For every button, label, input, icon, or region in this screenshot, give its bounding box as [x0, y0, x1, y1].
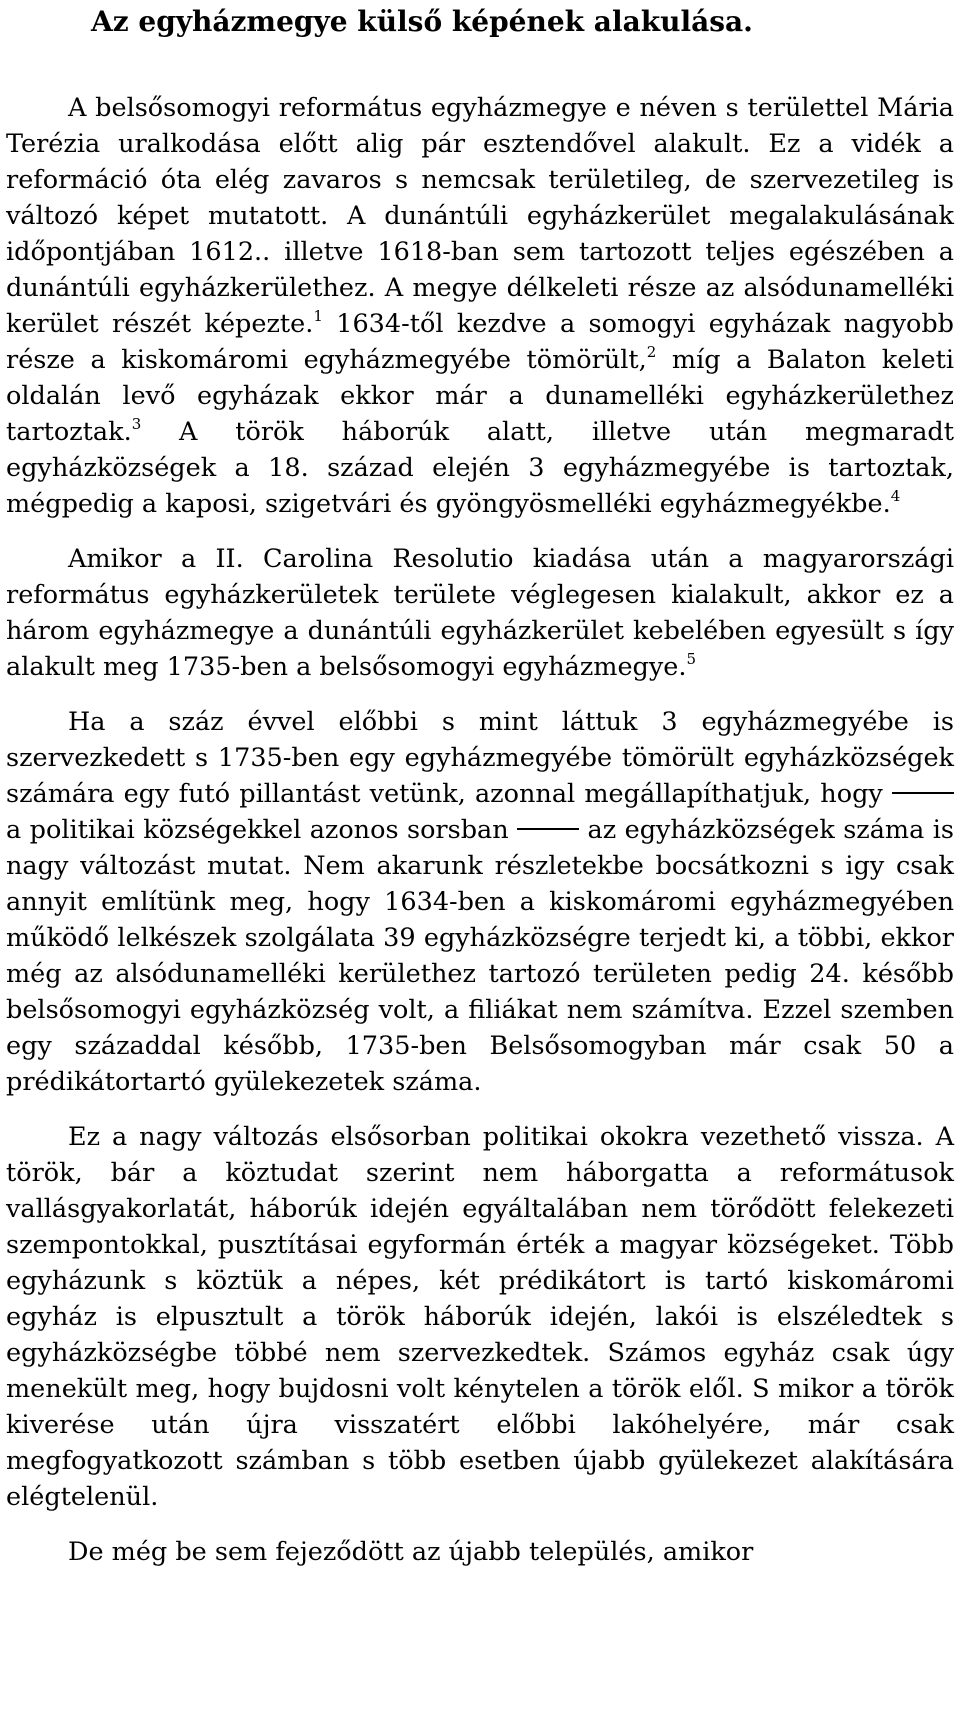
paragraph-2-text: Amikor a II. Carolina Resolutio kiadása után a magyarországi református egyházkerületek területe véglegesen kialakult, akkor ez a három egyházmegye a dunántúli egyházkerület kebelében egyesült s így alakult meg 1735-ben a belsősomogyi egyházmegye.	[6, 544, 954, 682]
em-dash	[892, 792, 954, 794]
paragraph-3-text-c: az egyházközségek száma is nagy változást mutat. Nem akarunk részletekbe bocsátkozni s igy csak annyit említünk meg, hogy 1634-ben a kiskomáromi egyházmegyében működő lelkészek szolgálata 39 egyházközségre terjedt ki, a többi, ekkor még az alsódunamelléki kerülethez tartozó területen pedig 24. később belsősomogyi egyházközség volt, a filiákat nem számítva. Ezzel szemben egy századdal később, 1735-ben Belsősomogyban már csak 50 a prédikátortartó gyülekezetek száma.	[6, 815, 954, 1097]
em-dash	[517, 828, 579, 830]
footnote-ref-5: 5	[686, 650, 697, 668]
paragraph-1-text-d: A török háborúk alatt, illetve után megmaradt egyházközségek a 18. század elején 3 egyházmegyébe is tartoztak, mégpedig a kaposi, szigetvári és gyöngyösmelléki egyházmegyékbe.	[6, 417, 954, 519]
document-page	[6, 0, 954, 1570]
paragraph-3-text-b: a politikai községekkel azonos sorsban	[6, 815, 509, 845]
paragraph-4	[6, 1119, 954, 1515]
paragraph-1-text-b: 1634-től kezdve a somogyi egyházak nagyobb része a kiskomáromi egyházmegyébe tömörült,	[6, 309, 954, 375]
paragraph-2	[6, 541, 954, 685]
footnote-ref-1: 1	[313, 307, 323, 325]
paragraph-1-text-c: míg a Balaton keleti oldalán levő egyházak ekkor már a dunamelléki egyházkerülethez tartoztak.	[6, 345, 954, 447]
paragraph-4-text: Ez a nagy változás elsősorban politikai okokra vezethető vissza. A török, bár a köztudat szerint nem háborgatta a reformátusok vallásgyakorlatát, háborúk idején egyáltalában nem törődött felekezeti szempontokkal, pusztításai egyformán érték a magyar községeket. Több egyházunk s köztük a népes, két prédikátort is tartó kiskomáromi egyház is elpusztult a török háborúk idején, lakói is elszéledtek s egyházközségbe többé nem szervezkedtek. Számos egyház csak úgy menekült meg, hogy bujdosni volt kénytelen a török elől. S mikor a török kiverése után újra visszatért előbbi lakóhelyére, már csak megfogyatkozott számban s több esetben újabb gyülekezet alakítására elégtelenül.	[6, 1122, 954, 1512]
paragraph-3	[6, 704, 954, 1100]
paragraph-5	[6, 1534, 954, 1570]
footnote-ref-3: 3	[131, 415, 142, 433]
footnote-ref-2: 2	[646, 343, 657, 361]
footnote-ref-4: 4	[890, 487, 901, 505]
paragraph-1	[6, 90, 954, 522]
paragraph-1-text-a: A belsősomogyi református egyházmegye e néven s területtel Mária Terézia uralkodása előtt alig pár esztendővel alakult. Ez a vidék a reformáció óta elég zavaros s nemcsak területileg, de szervezetileg is változó képet mutatott. A dunántúli egyházkerület megalakulásának időpontjában 1612.. illetve 1618-ban sem tartozott teljes egészében a dunántúli egyházkerülethez. A megye délkeleti része az alsódunamelléki kerület részét képezte.	[6, 93, 954, 339]
page-title: Az egyházmegye külső képének alakulása.	[91, 5, 753, 38]
paragraph-5-text: De még be sem fejeződött az újabb település, amikor	[68, 1537, 754, 1567]
paragraph-3-text-a: Ha a száz évvel előbbi s mint láttuk 3 egyházmegyébe is szervezkedett s 1735-ben egy egyházmegyébe tömörült egyházközségek számára egy futó pillantást vetünk, azonnal megállapíthatjuk, hogy	[6, 707, 954, 809]
